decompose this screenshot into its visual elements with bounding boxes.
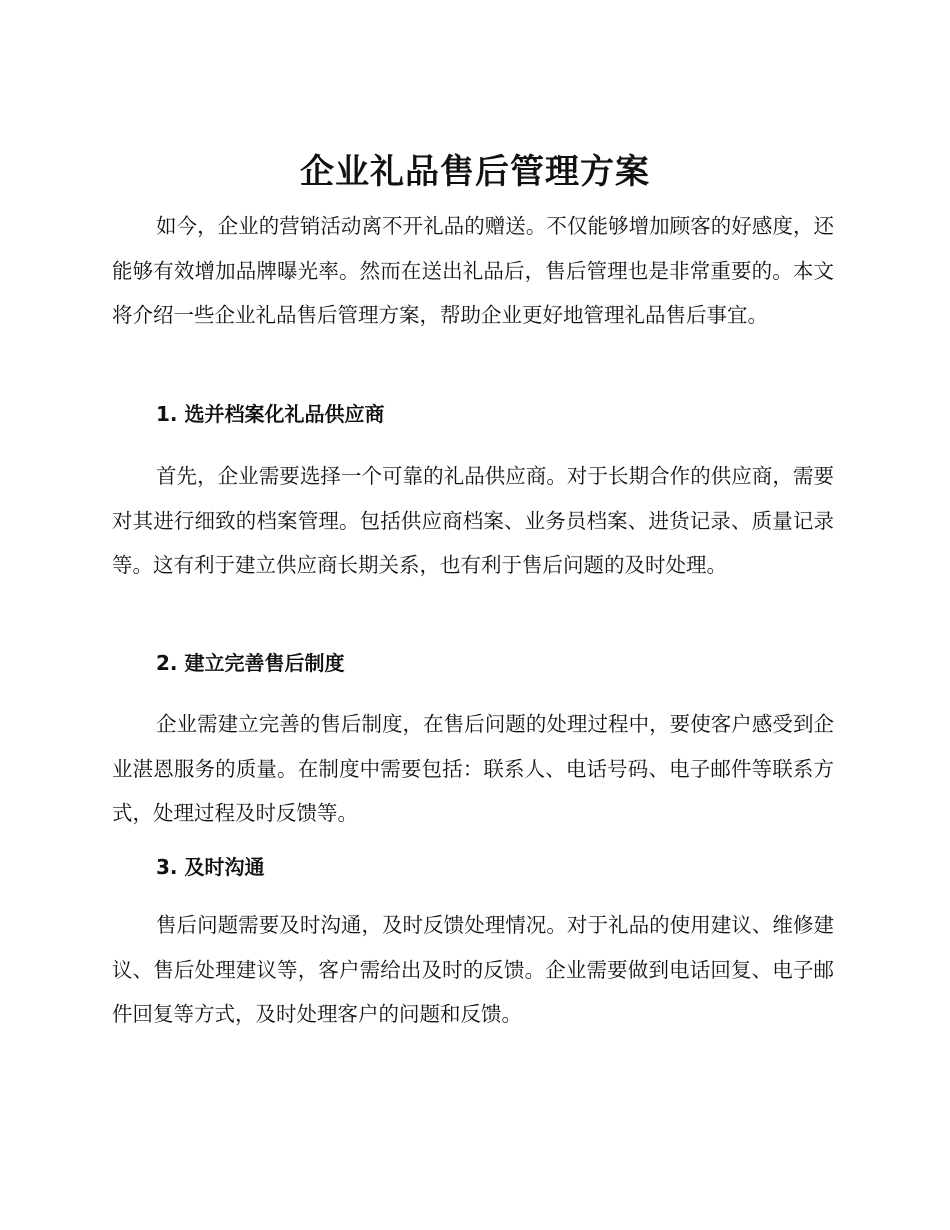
section-heading-3: 3. 及时沟通 xyxy=(156,855,265,879)
section-body-1: 首先，企业需要选择一个可靠的礼品供应商。对于长期合作的供应商，需要对其进行细致的档案管理。包括供应商档案、业务员档案、进货记录、质量记录等。这有利于建立供应商长期关系，也有利于售后问题的及时处理。 xyxy=(112,464,834,577)
document-title: 企业礼品售后管理方案 xyxy=(300,152,650,192)
section-body-2: 企业需建立完善的售后制度，在售后问题的处理过程中，要使客户感受到企业湛恩服务的质量。在制度中需要包括：联系人、电话号码、电子邮件等联系方式，处理过程及时反馈等。 xyxy=(112,712,834,825)
section-heading-1: 1. 选并档案化礼品供应商 xyxy=(156,402,385,426)
intro-paragraph: 如今，企业的营销活动离不开礼品的赠送。不仅能够增加顾客的好感度，还能够有效增加品牌曝光率。然而在送出礼品后，售后管理也是非常重要的。本文将介绍一些企业礼品售后管理方案，帮助企业更好地管理礼品售后事宜。 xyxy=(112,214,834,327)
section-body-3: 售后问题需要及时沟通，及时反馈处理情况。对于礼品的使用建议、维修建议、售后处理建议等，客户需给出及时的反馈。企业需要做到电话回复、电子邮件回复等方式，及时处理客户的问题和反馈。 xyxy=(112,913,834,1026)
section-heading-2: 2. 建立完善售后制度 xyxy=(156,651,345,675)
